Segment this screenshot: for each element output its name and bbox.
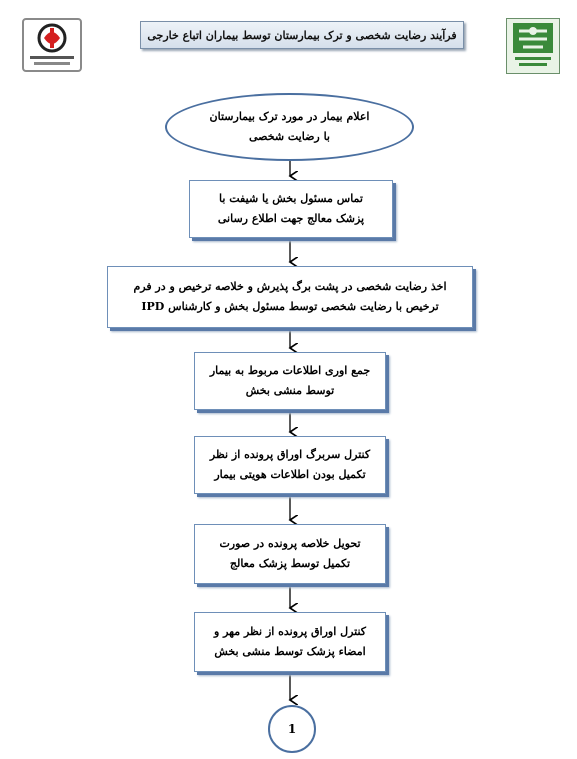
step-box-6 (194, 612, 386, 672)
step-4-line-2: تکمیل بودن اطلاعات هویتی بیمار (214, 468, 366, 481)
step-6-line-1: کنترل اوراق پرونده از نظر مهر و (213, 625, 367, 638)
step-3-line-2: توسط منشی بخش (245, 384, 335, 397)
start-line-2: با رضایت شخصی (249, 130, 330, 143)
start-line-1: اعلام بیمار در مورد ترک بیمارستان (209, 110, 370, 123)
page-connector (268, 705, 316, 753)
step-1-line-1: تماس مسئول بخش یا شیفت با (219, 192, 363, 205)
step-2-line-2: ترخیص با رضایت شخصی توسط مسئول بخش و کارشناس IPD (141, 300, 439, 313)
step-1-line-2: پزشک معالج جهت اطلاع رسانی (217, 212, 365, 225)
step-box-4 (194, 436, 386, 494)
step-4-line-1: کنترل سربرگ اوراق پرونده از نظر (209, 448, 371, 461)
step-box-3 (194, 352, 386, 410)
start-node (165, 93, 414, 161)
step-box-2 (107, 266, 473, 328)
step-5-line-2: تکمیل توسط پزشک معالج (229, 557, 351, 570)
step-3-line-1: جمع اوری اطلاعات مربوط به بیمار (209, 364, 371, 377)
step-5-line-1: تحویل خلاصه پرونده در صورت (219, 537, 361, 550)
step-box-1 (189, 180, 393, 238)
step-6-line-2: امضاء پزشک توسط منشی بخش (214, 645, 366, 658)
connector-number: 1 (287, 722, 297, 736)
title-text: فرآیند رضایت شخصی و ترک بیمارستان توسط بیماران اتباع خارجی (147, 28, 457, 42)
step-box-5 (194, 524, 386, 584)
step-2-line-1: اخذ رضایت شخصی در پشت برگ پذیرش و خلاصه ترخیص و در فرم (133, 280, 447, 293)
